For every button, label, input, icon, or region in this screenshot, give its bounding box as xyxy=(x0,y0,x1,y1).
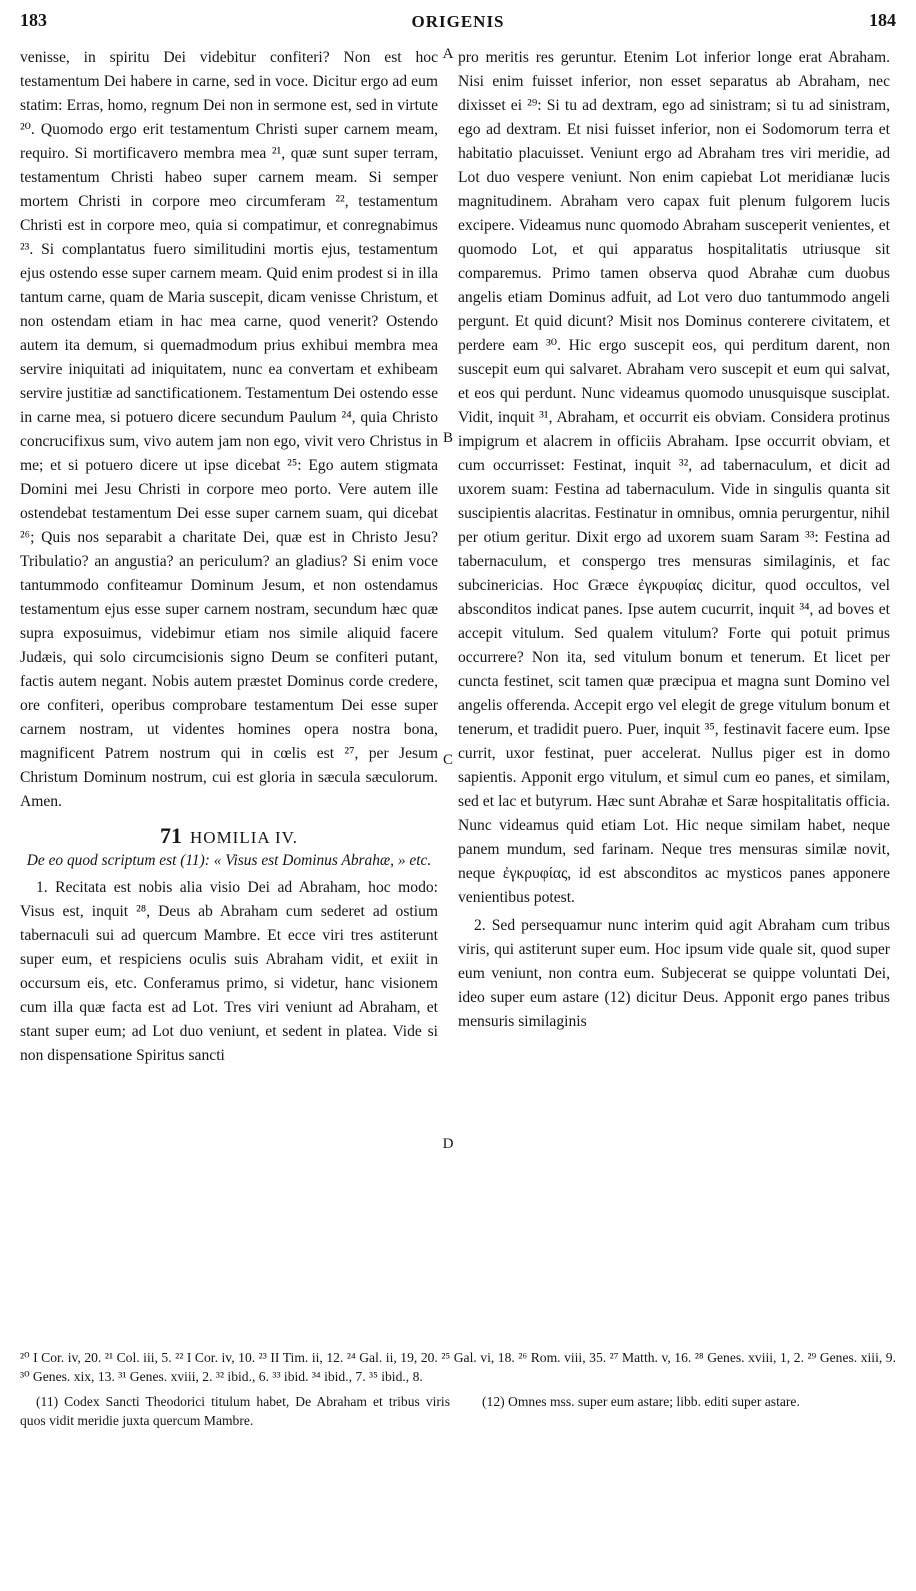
right-column xyxy=(458,46,890,1034)
note-12: (12) Omnes mss. super eum astare; libb. editi super astare. xyxy=(482,1394,800,1409)
left-paragraph-1: venisse, in spiritu Dei videbitur confiteri? Non est hoc testamentum Dei habere in carne, sed in voce. Dicitur ergo ad eum statim: Erras, homo, regnum Dei non in sermone est, sed in virtute ²⁰. Quomodo ergo erit testamentum Christi super carnem meam, requiro. Si mortificavero membra mea ²¹, quæ sunt super terram, testamentum Christi habeo super carnem meam. Si semper mortem Christi in corpore meo circumferam ²², testamentum Christi est in corpore meo, quia si compatimur, et conregnabimus ²³. Si complantatus fuero similitudini mortis ejus, testamentum ejus ostendo esse super carnem meam. Quid enim prodest si in illa tantum carne, quam de Maria suscepit, dicam venisse Christum, et non ostendam etiam in hac mea carne, quod venerit? Ostendo autem ita demum, si quemadmodum prius exhibui membra mea servire iniquitati ad iniquitatem, nunc ea convertam et exhibeam servire justitiæ ad sanctificationem. Testamentum Dei ostendo esse in carne mea, si potuero dicere secundum Paulum ²⁴, quia Christo concrucifixus sum, vivo autem jam non ego, vivit vero Christus in me; et si potuero dicere ut ipse dicebat ²⁵: Ego autem stigmata Domini mei Jesu Christi in corpore meo porto. Vere autem ille ostendebat testamentum Dei esse super carnem suam, qui dicebat ²⁶; Quis nos separabit a charitate Dei, quæ est in Christo Jesu? Tribulatio? an angustia? an periculum? an gladius? Si enim voce tantummodo confiteamur Dominum Jesum, et non ostendamus testamentum ejus esse super carnem nostram, secundum hæc quæ supra exposuimus, videbimur etiam nos simile aliquid facere Judæis, qui solo circumcisionis signo Deum se confiteri putant, factis autem negant. Nobis autem præstet Dominus corde credere, ore confiteri, operibus comprobare testamentum Dei esse super carnem nostram, ut videntes homines opera nostra bona, magnificent Patrem nostrum qui in cœlis est ²⁷, per Jesum Christum Dominum nostrum, cui est gloria in sæcula sæculorum. Amen. xyxy=(20,49,438,810)
margin-marker-c: C xyxy=(442,752,453,768)
page-number-right: 184 xyxy=(869,10,896,30)
running-title: ORIGENIS xyxy=(411,12,505,31)
footnote-references xyxy=(20,1348,896,1386)
note-11-column xyxy=(20,1392,450,1430)
margin-marker-d: D xyxy=(442,1136,454,1152)
editorial-notes xyxy=(20,1392,896,1430)
left-column xyxy=(20,46,438,1068)
section-heading xyxy=(20,824,438,850)
footnotes xyxy=(20,1348,896,1430)
right-paragraph-2: 2. Sed persequamur nunc interim quid agit Abraham cum tribus viris, qui astiterunt super eum. Hoc ipsum vide quale sit, quod super eum veniunt, non contra eum. Subjecerat se quippe voluntati Dei, ideo super eum astare (12) dicitur Deus. Apponit ergo panes tribus mensuris similaginis xyxy=(458,917,890,1030)
section-title: HOMILIA IV. xyxy=(190,828,298,847)
page-number-left: 183 xyxy=(20,10,47,30)
note-11: (11) Codex Sancti Theodorici titulum habet, De Abraham et tribus viris quos vidit meridie juxta quercum Mambre. xyxy=(20,1394,450,1428)
footnote-refs-text: ²⁰ I Cor. iv, 20. ²¹ Col. iii, 5. ²² I Cor. iv, 10. ²³ II Tim. ii, 12. ²⁴ Gal. ii, 19, 20. ²⁵ Gal. vi, 18. ²⁶ Rom. viii, 35. ²⁷ Matth. v, 16. ²⁸ Genes. xviii, 1, 2. ²⁹ Genes. xiii, 9. ³⁰ Genes. xix, 13. ³¹ Genes. xviii, 2. ³² ibid., 6. ³³ ibid. ³⁴ ibid., 7. ³⁵ ibid., 8. xyxy=(20,1350,896,1384)
page-header xyxy=(20,10,896,36)
note-12-column xyxy=(466,1392,896,1430)
margin-marker-a: A xyxy=(442,46,454,62)
section-number: 71 xyxy=(160,823,183,848)
right-paragraph-1: pro meritis res geruntur. Etenim Lot inferior longe erat Abraham. Nisi enim fuisset inferior, non esset separatus ab Abraham, nec dixisset ei ²⁹: Si tu ad dextram, ego ad sinistram; si tu ad sinistram, ego ad dextram. Et nisi fuisset inferior, non ei Sodomorum terra et habitatio placuisset. Veniunt ergo ad Abraham tres viri meridie, ad Lot duo vespere veniunt. Non enim capiebat Lot meridianæ lucis magnitudinem. Abraham vero capax fuit plenum fulgorem lucis excipere. Videamus nunc quomodo Abraham susceperit venientes, et quomodo Lot, et qui apparatus hospitalitatis utriusque sit comparemus. Primo tamen observa quod Abrahæ cum duobus angelis etiam Dominus adfuit, ad Lot vero duo tantummodo angeli pergunt. Et quid dicunt? Misit nos Dominus conterere civitatem, et perdere eam ³⁰. Hic ergo suscepit eos, qui perditum darent, non suscepit eum qui salvaret. Abraham vero suscepit et eum qui salvat, et eos qui perdunt. Nunc videamus quomodo unusquisque susciplat. Vidit, inquit ³¹, Abraham, et occurrit eis obviam. Considera protinus impigrum et alacrem in officiis Abraham. Ipse occurrit obviam, et cum occurrisset: Festinat, inquit ³², ad tabernaculum, et dicit ad uxorem suam: Festina ad tabernaculum. Vide in singulis quanta sit suscipientis alacritas. Festinatur in omnibus, omnia perurgentur, nihil per otium geritur. Dixit ergo ad uxorem suam Saram ³³: Festina ad tabernaculum, et conspergo tres mensuras similaginis, et fac subcinericias. Hoc Græce ἐγκρυφίας dicitur, quod occultos, vel absconditos indicat panes. Ipse autem cucurrit, inquit ³⁴, ad boves et accepit vitulum. Sed qualem vitulum? Forte qui potuit primus occurrere? Non ita, sed vitulum bonum et tenerum. Et licet per cuncta festinet, scit tamen quæ præcipua et magna sunt Domino vel angelis offerenda. Accepit ergo vel elegit de grege vitulum bonum et tenerum, et tradidit puero. Puer, inquit ³⁵, festinavit facere eum. Ipse currit, uxor festinat, puer accelerat. Nullus piger est in domo sapientis. Apponit ergo vitulum, et simul cum eo panes, et similam, sed et lac et butyrum. Hæc sunt Abrahæ et Saræ hospitalitatis officia. Nunc videamus quid etiam Lot. Hic neque similam habet, neque panem mundum, sed farinam. Neque tres mensuras similæ novit, neque ἐγκρυφίας, id est absconditos ac mysticos panes apponere venientibus potest. xyxy=(458,49,890,906)
left-paragraph-2: 1. Recitata est nobis alia visio Dei ad Abraham, hoc modo: Visus est, inquit ²⁸, Deus ab Abraham cum sederet ad ostium tabernaculi sui ad quercum Mambre. Et ecce viri tres astiterunt super eum, et respiciens oculis suis Abraham vidit, et exiit in occursum eis, etc. Conferamus primo, si videtur, hanc visionem cum illa quæ facta est ad Lot. Tres viri veniunt ad Abraham, et stant super eum; ad Lot duo veniunt, et sedent in platea. Vide si non dispensatione Spiritus sancti xyxy=(20,879,438,1064)
section-subtitle: De eo quod scriptum est (11): « Visus est Dominus Abrahæ, » etc. xyxy=(26,852,432,869)
margin-marker-b: B xyxy=(442,430,453,446)
